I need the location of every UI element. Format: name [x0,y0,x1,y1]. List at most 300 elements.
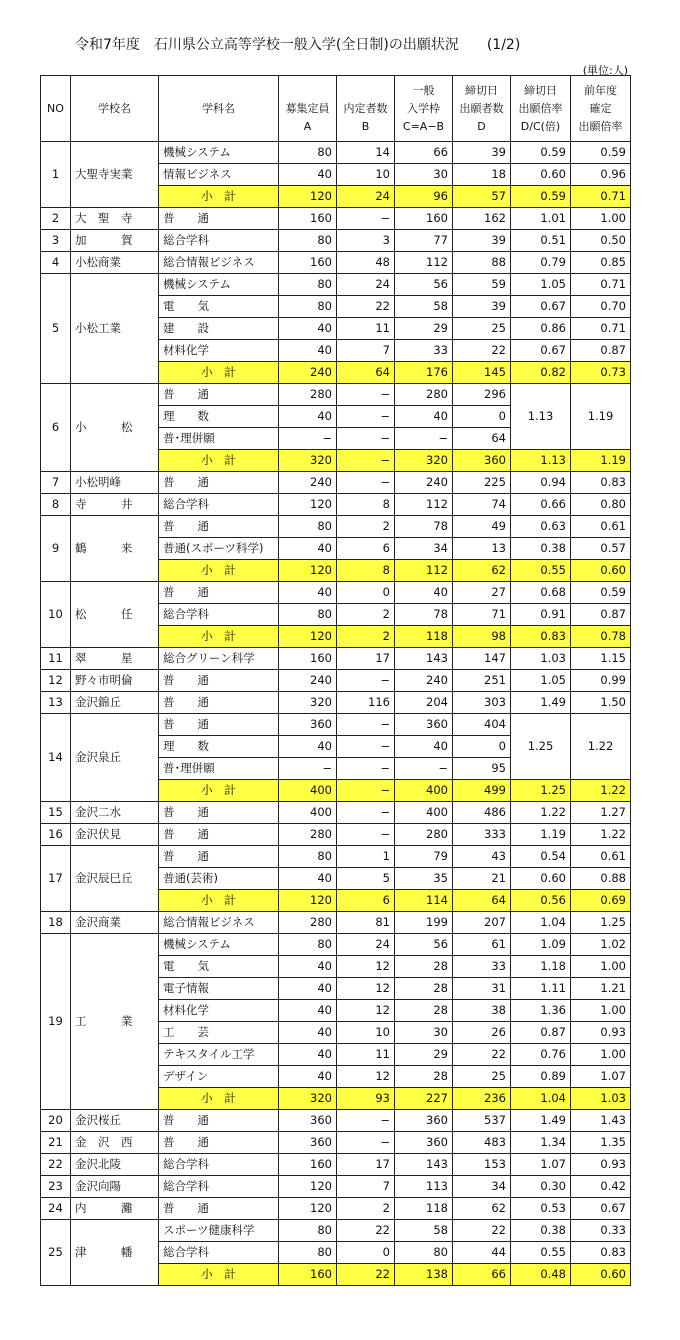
capacity-cell: 40 [279,582,337,604]
decided-cell: 14 [337,142,395,164]
decided-cell: 11 [337,1044,395,1066]
dept-name: 総合学科 [159,604,279,626]
applicants-cell: 27 [453,582,511,604]
decided-cell: 10 [337,164,395,186]
ratio-cell: 0.53 [511,1198,571,1220]
dept-name: 材料化学 [159,340,279,362]
ratio-cell: 0.38 [511,1220,571,1242]
table-row [41,1132,631,1154]
school-name: 小松明峰 [71,472,159,494]
general-cell: 400 [395,780,453,802]
dept-name: 普 通 [159,692,279,714]
ratio-cell: 1.04 [511,1088,571,1110]
school-name: 小松商業 [71,252,159,274]
table-row [41,1220,631,1242]
ratio-cell: 0.82 [511,362,571,384]
applicants-cell: 236 [453,1088,511,1110]
school-name: 金沢二水 [71,802,159,824]
general-cell: 40 [395,736,453,758]
applicants-cell: 207 [453,912,511,934]
ratio-cell: 0.59 [511,142,571,164]
ratio-cell: 1.18 [511,956,571,978]
header-school: 学校名 [71,76,159,142]
prev-ratio-cell: 0.50 [571,230,631,252]
applicants-cell: 0 [453,406,511,428]
ratio-cell: 1.11 [511,978,571,1000]
applicants-cell: 18 [453,164,511,186]
general-cell: 204 [395,692,453,714]
applicants-cell: 499 [453,780,511,802]
dept-name: 機械システム [159,274,279,296]
prev-ratio-cell: 0.73 [571,362,631,384]
decided-cell: 2 [337,626,395,648]
dept-name: 普 通 [159,1132,279,1154]
table-row [41,142,631,164]
applicants-cell: 59 [453,274,511,296]
table-row [41,208,631,230]
dept-name: 情報ビジネス [159,164,279,186]
decided-cell: 12 [337,1066,395,1088]
general-cell: 114 [395,890,453,912]
prev-ratio-cell: 1.25 [571,912,631,934]
ratio-cell: 0.56 [511,890,571,912]
prev-ratio-cell: 1.21 [571,978,631,1000]
general-cell: 30 [395,1022,453,1044]
general-cell: 280 [395,824,453,846]
table-row [41,934,631,956]
school-name: 野々市明倫 [71,670,159,692]
general-cell: − [395,758,453,780]
capacity-cell: 80 [279,846,337,868]
school-number: 6 [41,384,71,472]
header-prev-line3: 出願倍率 [578,119,623,133]
decided-cell: 2 [337,1198,395,1220]
dept-name: 総合学科 [159,1154,279,1176]
school-name: 金沢商業 [71,912,159,934]
capacity-cell: 40 [279,406,337,428]
dept-name: 小 計 [159,450,279,472]
applicants-cell: 303 [453,692,511,714]
school-number: 18 [41,912,71,934]
decided-cell: 1 [337,846,395,868]
table-row [41,912,631,934]
decided-cell: 17 [337,1154,395,1176]
table-row [41,494,631,516]
school-number: 5 [41,274,71,384]
dept-name: 総合学科 [159,494,279,516]
school-name: 翠 星 [71,648,159,670]
school-number: 24 [41,1198,71,1220]
header-capacity [279,76,337,142]
header-capacity-line1: 募集定員 [285,101,330,115]
table-row [41,1176,631,1198]
applicants-cell: 95 [453,758,511,780]
general-cell: − [395,428,453,450]
prev-ratio-cell: 1.19 [571,450,631,472]
school-number: 8 [41,494,71,516]
capacity-cell: 80 [279,1242,337,1264]
applicants-cell: 57 [453,186,511,208]
decided-cell: 2 [337,516,395,538]
prev-ratio-cell: 0.85 [571,252,631,274]
school-name: 金沢桜丘 [71,1110,159,1132]
dept-name: 工 芸 [159,1022,279,1044]
decided-cell: 24 [337,186,395,208]
general-cell: 112 [395,560,453,582]
ratio-cell: 1.19 [511,824,571,846]
applicants-cell: 62 [453,560,511,582]
capacity-cell: 320 [279,450,337,472]
general-cell: 29 [395,1044,453,1066]
decided-cell: 81 [337,912,395,934]
capacity-cell: 400 [279,802,337,824]
dept-name: 小 計 [159,1264,279,1286]
general-cell: 34 [395,538,453,560]
table-header [41,76,631,142]
applicants-cell: 25 [453,1066,511,1088]
merged-prev-ratio-cell: 1.19 [571,384,631,450]
prev-ratio-cell: 1.15 [571,648,631,670]
applicants-cell: 98 [453,626,511,648]
header-general [395,76,453,142]
decided-cell: 6 [337,890,395,912]
ratio-cell: 1.04 [511,912,571,934]
decided-cell: 5 [337,868,395,890]
applicants-cell: 39 [453,230,511,252]
school-name: 内 灘 [71,1198,159,1220]
dept-name: 普･理併願 [159,758,279,780]
general-cell: 58 [395,1220,453,1242]
capacity-cell: 40 [279,978,337,1000]
dept-name: 総合学科 [159,1176,279,1198]
school-name: 大 聖 寺 [71,208,159,230]
school-number: 15 [41,802,71,824]
school-name: 金沢錦丘 [71,692,159,714]
school-number: 14 [41,714,71,802]
applicants-cell: 25 [453,318,511,340]
dept-name: 普 通 [159,802,279,824]
general-cell: 320 [395,450,453,472]
dept-name: 総合情報ビジネス [159,252,279,274]
dept-name: 普 通 [159,384,279,406]
applicants-cell: 74 [453,494,511,516]
capacity-cell: 80 [279,274,337,296]
decided-cell: 10 [337,1022,395,1044]
dept-name: 総合情報ビジネス [159,912,279,934]
applicants-cell: 147 [453,648,511,670]
school-name: 金沢北陵 [71,1154,159,1176]
applicants-cell: 162 [453,208,511,230]
ratio-cell: 0.38 [511,538,571,560]
applicants-cell: 360 [453,450,511,472]
general-cell: 118 [395,1198,453,1220]
prev-ratio-cell: 0.88 [571,868,631,890]
prev-ratio-cell: 1.43 [571,1110,631,1132]
school-number: 22 [41,1154,71,1176]
prev-ratio-cell: 0.93 [571,1022,631,1044]
general-cell: 78 [395,516,453,538]
school-name: 金 沢 西 [71,1132,159,1154]
ratio-cell: 0.86 [511,318,571,340]
general-cell: 118 [395,626,453,648]
school-name: 金沢伏見 [71,824,159,846]
capacity-cell: 280 [279,824,337,846]
ratio-cell: 1.22 [511,802,571,824]
capacity-cell: 120 [279,1198,337,1220]
school-number: 2 [41,208,71,230]
applicants-cell: 34 [453,1176,511,1198]
ratio-cell: 0.66 [511,494,571,516]
ratio-cell: 0.48 [511,1264,571,1286]
table-row [41,516,631,538]
applicants-cell: 31 [453,978,511,1000]
table-row [41,648,631,670]
dept-name: 普 通 [159,516,279,538]
general-cell: 28 [395,978,453,1000]
school-number: 13 [41,692,71,714]
capacity-cell: 360 [279,1132,337,1154]
prev-ratio-cell: 0.99 [571,670,631,692]
header-ratio-line2: 出願倍率 [518,101,563,115]
header-general-line2: 入学枠 [407,101,440,115]
applicants-cell: 13 [453,538,511,560]
applicants-cell: 0 [453,736,511,758]
ratio-cell: 0.55 [511,560,571,582]
table-row [41,1110,631,1132]
decided-cell: 0 [337,582,395,604]
decided-cell: 22 [337,1220,395,1242]
decided-cell: 24 [337,934,395,956]
dept-name: 普 通 [159,824,279,846]
school-number: 9 [41,516,71,582]
capacity-cell: 40 [279,538,337,560]
capacity-cell: 120 [279,890,337,912]
prev-ratio-cell: 0.61 [571,516,631,538]
capacity-cell: 80 [279,934,337,956]
applicants-cell: 296 [453,384,511,406]
table-row [41,274,631,296]
applicants-cell: 26 [453,1022,511,1044]
prev-ratio-cell: 0.33 [571,1220,631,1242]
decided-cell: 8 [337,560,395,582]
dept-name: 総合学科 [159,1242,279,1264]
header-prev-line1: 前年度 [584,83,617,97]
decided-cell: 6 [337,538,395,560]
table-row [41,384,631,406]
ratio-cell: 1.13 [511,450,571,472]
prev-ratio-cell: 0.60 [571,560,631,582]
school-number: 10 [41,582,71,648]
applicants-cell: 486 [453,802,511,824]
ratio-cell: 0.67 [511,340,571,362]
capacity-cell: 160 [279,648,337,670]
decided-cell: 3 [337,230,395,252]
dept-name: テキスタイル工学 [159,1044,279,1066]
ratio-cell: 0.63 [511,516,571,538]
general-cell: 78 [395,604,453,626]
general-cell: 240 [395,670,453,692]
decided-cell: − [337,384,395,406]
decided-cell: − [337,802,395,824]
header-decided [337,76,395,142]
decided-cell: 11 [337,318,395,340]
capacity-cell: 160 [279,1264,337,1286]
school-number: 20 [41,1110,71,1132]
capacity-cell: 360 [279,714,337,736]
decided-cell: − [337,1132,395,1154]
school-name: 津 幡 [71,1220,159,1286]
prev-ratio-cell: 0.59 [571,142,631,164]
ratio-cell: 0.59 [511,186,571,208]
decided-cell: 2 [337,604,395,626]
prev-ratio-cell: 0.71 [571,186,631,208]
ratio-cell: 0.91 [511,604,571,626]
prev-ratio-cell: 0.87 [571,604,631,626]
dept-name: 材料化学 [159,1000,279,1022]
decided-cell: 7 [337,1176,395,1198]
applicants-cell: 43 [453,846,511,868]
table-row [41,230,631,252]
decided-cell: 7 [337,340,395,362]
general-cell: 80 [395,1242,453,1264]
school-number: 7 [41,472,71,494]
school-name: 鶴 来 [71,516,159,582]
general-cell: 66 [395,142,453,164]
decided-cell: − [337,1110,395,1132]
general-cell: 112 [395,494,453,516]
capacity-cell: 80 [279,230,337,252]
merged-ratio-cell: 1.25 [511,714,571,780]
capacity-cell: 40 [279,868,337,890]
capacity-cell: 120 [279,626,337,648]
school-number: 3 [41,230,71,252]
ratio-cell: 0.60 [511,164,571,186]
capacity-cell: 40 [279,736,337,758]
dept-name: 普通(スポーツ科学) [159,538,279,560]
ratio-cell: 0.68 [511,582,571,604]
ratio-cell: 1.09 [511,934,571,956]
capacity-cell: 240 [279,472,337,494]
decided-cell: 22 [337,296,395,318]
decided-cell: − [337,670,395,692]
dept-name: デザイン [159,1066,279,1088]
prev-ratio-cell: 0.93 [571,1154,631,1176]
general-cell: 33 [395,340,453,362]
decided-cell: 116 [337,692,395,714]
general-cell: 28 [395,1000,453,1022]
decided-cell: − [337,736,395,758]
school-name: 金沢辰巳丘 [71,846,159,912]
applicants-cell: 39 [453,142,511,164]
ratio-cell: 1.25 [511,780,571,802]
header-prev-line2: 確定 [589,101,612,115]
ratio-cell: 0.51 [511,230,571,252]
dept-name: 機械システム [159,934,279,956]
general-cell: 143 [395,1154,453,1176]
general-cell: 138 [395,1264,453,1286]
ratio-cell: 0.87 [511,1022,571,1044]
applicants-cell: 21 [453,868,511,890]
capacity-cell: 120 [279,560,337,582]
general-cell: 96 [395,186,453,208]
dept-name: 普通(芸術) [159,868,279,890]
dept-name: 普 通 [159,670,279,692]
header-capacity-line2: A [303,119,312,133]
dept-name: 普 通 [159,1110,279,1132]
capacity-cell: 280 [279,912,337,934]
prev-ratio-cell: 0.42 [571,1176,631,1198]
ratio-cell: 0.54 [511,846,571,868]
general-cell: 112 [395,252,453,274]
capacity-cell: 40 [279,1000,337,1022]
capacity-cell: 40 [279,164,337,186]
dept-name: 理 数 [159,406,279,428]
dept-name: 普 通 [159,714,279,736]
dept-name: 小 計 [159,626,279,648]
dept-name: 理 数 [159,736,279,758]
prev-ratio-cell: 0.83 [571,1242,631,1264]
general-cell: 40 [395,582,453,604]
applicants-cell: 39 [453,296,511,318]
prev-ratio-cell: 1.22 [571,780,631,802]
general-cell: 240 [395,472,453,494]
decided-cell: 17 [337,648,395,670]
applicants-cell: 38 [453,1000,511,1022]
prev-ratio-cell: 0.71 [571,274,631,296]
ratio-cell: 1.49 [511,1110,571,1132]
header-general-line3: C=A−B [402,119,445,133]
applicants-cell: 333 [453,824,511,846]
applicants-cell: 483 [453,1132,511,1154]
general-cell: 199 [395,912,453,934]
school-number: 11 [41,648,71,670]
school-name: 小 松 [71,384,159,472]
dept-name: 普･理併願 [159,428,279,450]
general-cell: 40 [395,406,453,428]
capacity-cell: 80 [279,296,337,318]
general-cell: 360 [395,1132,453,1154]
school-name: 加 賀 [71,230,159,252]
header-general-line1: 一般 [412,83,435,97]
header-decided-line2: B [361,119,370,133]
dept-name: スポーツ健康科学 [159,1220,279,1242]
ratio-cell: 0.83 [511,626,571,648]
school-number: 4 [41,252,71,274]
decided-cell: 12 [337,1000,395,1022]
applicants-cell: 64 [453,428,511,450]
ratio-cell: 0.30 [511,1176,571,1198]
prev-ratio-cell: 0.71 [571,318,631,340]
header-applicants-line2: 出願者数 [459,101,504,115]
capacity-cell: 120 [279,1176,337,1198]
decided-cell: 22 [337,1264,395,1286]
prev-ratio-cell: 1.00 [571,956,631,978]
table-row [41,824,631,846]
capacity-cell: 120 [279,186,337,208]
general-cell: 280 [395,384,453,406]
school-number: 25 [41,1220,71,1286]
school-number: 12 [41,670,71,692]
capacity-cell: 320 [279,692,337,714]
capacity-cell: 80 [279,604,337,626]
applicants-cell: 537 [453,1110,511,1132]
decided-cell: 0 [337,1242,395,1264]
dept-name: 小 計 [159,560,279,582]
header-prev [571,76,631,142]
decided-cell: − [337,450,395,472]
general-cell: 160 [395,208,453,230]
school-number: 16 [41,824,71,846]
